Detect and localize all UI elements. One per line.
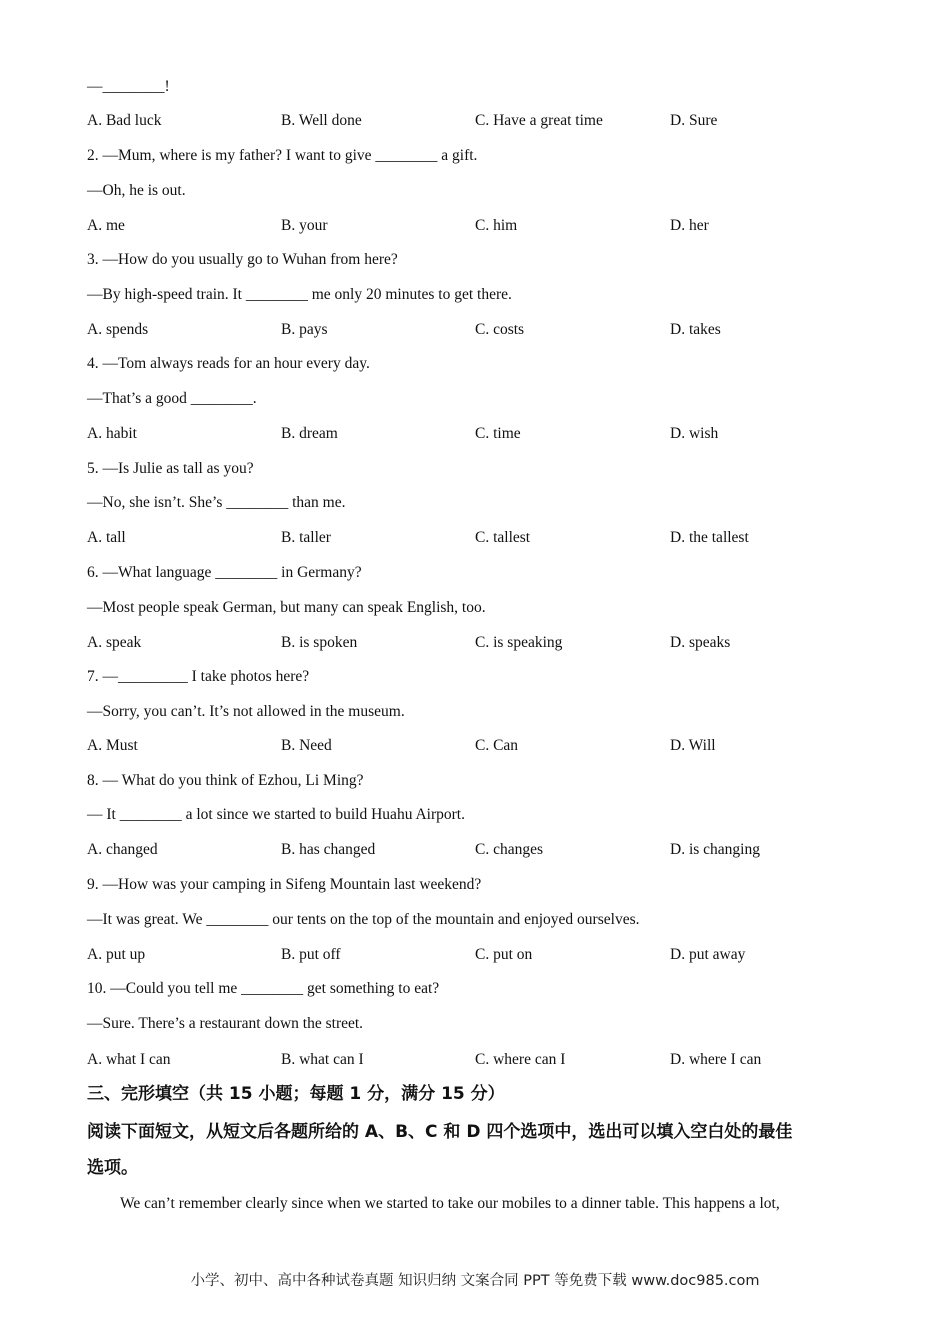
q2-options bbox=[87, 216, 867, 236]
option-a: A. tall bbox=[87, 529, 126, 546]
option-d: D. wish bbox=[670, 425, 719, 442]
q7-options bbox=[87, 736, 867, 756]
q8-options bbox=[87, 840, 867, 860]
question-5: 5. —Is Julie as tall as you? bbox=[87, 460, 254, 477]
response-4: —That’s a good ________. bbox=[87, 390, 257, 407]
option-a: A. speak bbox=[87, 634, 142, 651]
option-b: B. Need bbox=[281, 737, 332, 754]
page-footer: 小学、初中、高中各种试卷真题 知识归纳 文案合同 PPT 等免费下载 www.doc985.com bbox=[190, 1273, 760, 1289]
option-a: A. what I can bbox=[87, 1051, 171, 1068]
q4-options bbox=[87, 424, 867, 444]
q9-options bbox=[87, 945, 867, 965]
response-2: —Oh, he is out. bbox=[87, 182, 186, 199]
response-8: — It ________ a lot since we started to build Huahu Airport. bbox=[87, 806, 465, 823]
option-a: A. me bbox=[87, 217, 125, 234]
option-c: C. where can I bbox=[475, 1051, 566, 1068]
question-3: 3. —How do you usually go to Wuhan from here? bbox=[87, 251, 398, 268]
option-b: B. your bbox=[281, 217, 328, 234]
option-c: C. costs bbox=[475, 321, 525, 338]
option-d: D. is changing bbox=[670, 841, 760, 858]
q1-options bbox=[87, 111, 867, 131]
option-b: B. Well done bbox=[281, 112, 362, 129]
option-b: B. what can I bbox=[281, 1051, 364, 1068]
option-d: D. where I can bbox=[670, 1051, 762, 1068]
option-c: C. is speaking bbox=[475, 634, 563, 651]
option-c: C. tallest bbox=[475, 529, 531, 546]
response-10: —Sure. There’s a restaurant down the street. bbox=[87, 1015, 364, 1032]
response-6: —Most people speak German, but many can speak English, too. bbox=[87, 599, 486, 616]
question-7: 7. —_________ I take photos here? bbox=[87, 668, 310, 685]
option-d: D. Will bbox=[670, 737, 716, 754]
response-5: —No, she isn’t. She’s ________ than me. bbox=[87, 494, 346, 511]
option-b: B. pays bbox=[281, 321, 328, 338]
option-d: D. Sure bbox=[670, 112, 718, 129]
instructions-line-1: 阅读下面短文，从短文后各题所给的 A、B、C 和 D 四个选项中，选出可以填入空白处的最佳 bbox=[87, 1122, 793, 1142]
option-b: B. is spoken bbox=[281, 634, 358, 651]
option-c: C. changes bbox=[475, 841, 544, 858]
option-a: A. habit bbox=[87, 425, 137, 442]
q1-response-line: —________! bbox=[87, 78, 170, 95]
question-10: 10. —Could you tell me ________ get something to eat? bbox=[87, 980, 440, 997]
option-c: C. him bbox=[475, 217, 518, 234]
option-b: B. put off bbox=[281, 946, 341, 963]
question-4: 4. —Tom always reads for an hour every day. bbox=[87, 355, 370, 372]
option-b: B. has changed bbox=[281, 841, 376, 858]
response-3: —By high-speed train. It ________ me only 20 minutes to get there. bbox=[87, 286, 512, 303]
response-9: —It was great. We ________ our tents on the top of the mountain and enjoyed ourselves. bbox=[87, 911, 640, 928]
instructions-line-2: 选项。 bbox=[87, 1158, 138, 1178]
option-d: D. takes bbox=[670, 321, 721, 338]
option-a: A. put up bbox=[87, 946, 146, 963]
section-title: 三、完形填空（共 15 小题；每题 1 分，满分 15 分） bbox=[87, 1084, 505, 1104]
question-8: 8. — What do you think of Ezhou, Li Ming? bbox=[87, 772, 364, 789]
q3-options bbox=[87, 320, 867, 340]
option-d: D. speaks bbox=[670, 634, 731, 651]
option-a: A. Bad luck bbox=[87, 112, 162, 129]
question-2: 2. —Mum, where is my father? I want to give ________ a gift. bbox=[87, 147, 478, 164]
q10-options bbox=[87, 1050, 867, 1070]
option-a: A. changed bbox=[87, 841, 158, 858]
question-6: 6. —What language ________ in Germany? bbox=[87, 564, 362, 581]
q5-options bbox=[87, 528, 867, 548]
option-a: A. Must bbox=[87, 737, 138, 754]
option-b: B. dream bbox=[281, 425, 338, 442]
passage-text: We can’t remember clearly since when we started to take our mobiles to a dinner table. This happens a lot, bbox=[120, 1195, 780, 1212]
response-7: —Sorry, you can’t. It’s not allowed in the museum. bbox=[87, 703, 405, 720]
option-c: C. Can bbox=[475, 737, 519, 754]
option-b: B. taller bbox=[281, 529, 331, 546]
option-c: C. time bbox=[475, 425, 521, 442]
option-d: D. her bbox=[670, 217, 709, 234]
option-a: A. spends bbox=[87, 321, 149, 338]
option-c: C. put on bbox=[475, 946, 533, 963]
question-9: 9. —How was your camping in Sifeng Mountain last weekend? bbox=[87, 876, 482, 893]
q6-options bbox=[87, 633, 867, 653]
option-d: D. the tallest bbox=[670, 529, 749, 546]
option-c: C. Have a great time bbox=[475, 112, 603, 129]
option-d: D. put away bbox=[670, 946, 746, 963]
